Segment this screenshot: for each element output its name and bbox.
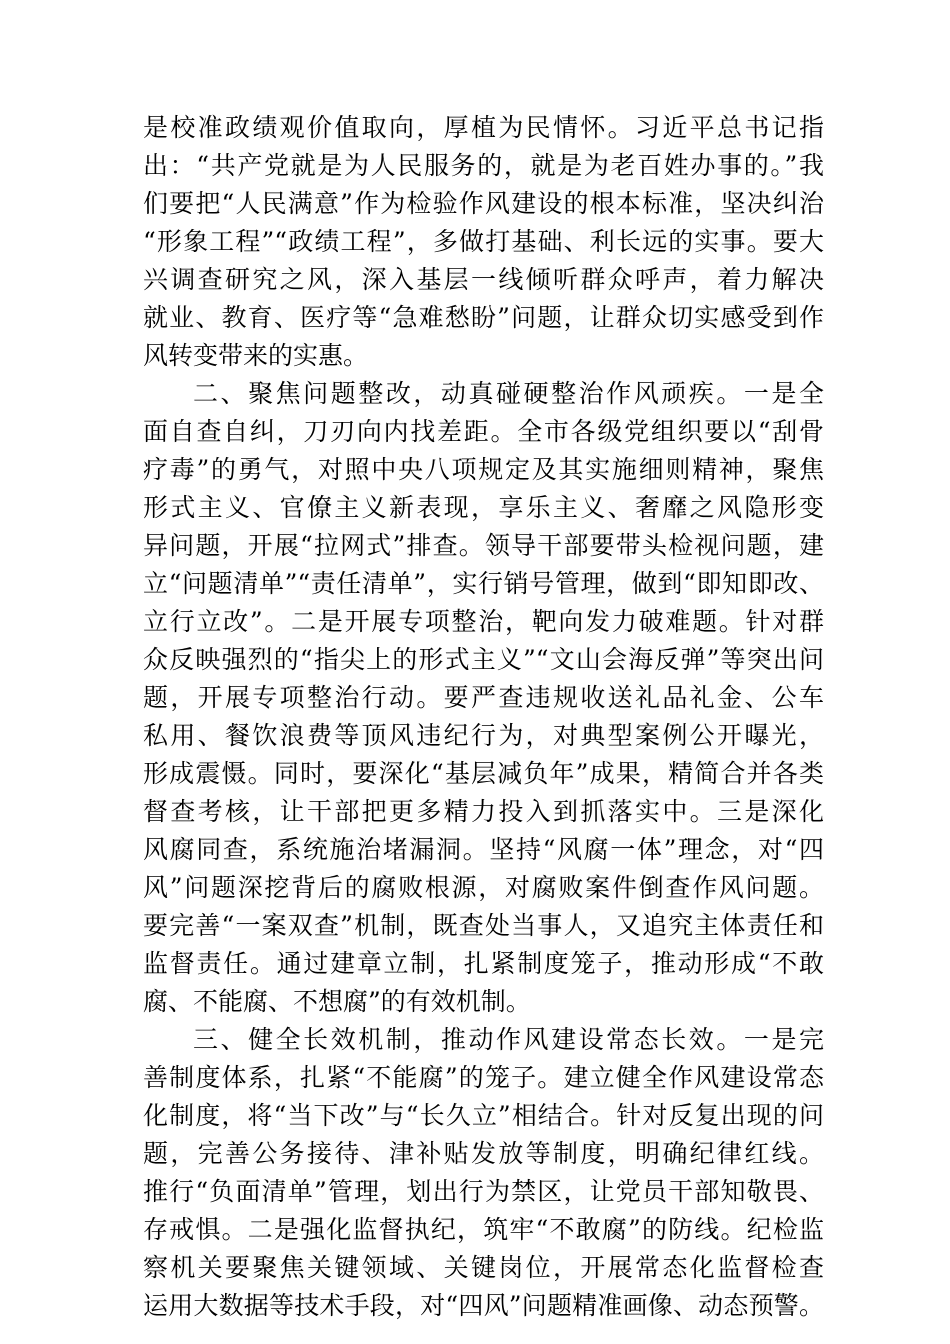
text-line: 化制度，将“当下改”与“长久立”相结合。针对反复出现的问 <box>143 1101 824 1130</box>
text-line: 运用大数据等技术手段，对“四风”问题精准画像、动态预警。 <box>143 1291 824 1320</box>
section-heading-line: 二、聚焦问题整改，动真碰硬整治作风顽疾。一是全 <box>193 379 824 408</box>
text-line: 形成震慑。同时，要深化“基层减负年”成果，精简合并各类 <box>143 759 824 788</box>
text-line: “形象工程”“政绩工程”，多做打基础、利长远的实事。要大 <box>143 227 824 256</box>
text-line: 出：“共产党就是为人民服务的，就是为老百姓办事的。”我 <box>143 151 824 180</box>
text-line: 就业、教育、医疗等“急难愁盼”问题，让群众切实感受到作 <box>143 303 824 332</box>
text-line: 善制度体系，扎紧“不能腐”的笼子。建立健全作风建设常态 <box>143 1063 824 1092</box>
text-line: 形式主义、官僚主义新表现，享乐主义、奢靡之风隐形变 <box>143 493 824 522</box>
text-line: 风”问题深挖背后的腐败根源，对腐败案件倒查作风问题。 <box>143 873 824 902</box>
text-line: 监督责任。通过建章立制，扎紧制度笼子，推动形成“不敢 <box>143 949 824 978</box>
text-line: 兴调查研究之风，深入基层一线倾听群众呼声，着力解决 <box>143 265 824 294</box>
text-line: 推行“负面清单”管理，划出行为禁区，让党员干部知敬畏、 <box>143 1177 824 1206</box>
text-line: 面自查自纠，刀刃向内找差距。全市各级党组织要以“刮骨 <box>143 417 824 446</box>
text-line: 题，完善公务接待、津补贴发放等制度，明确纪律红线。 <box>143 1139 824 1168</box>
section-heading-line: 三、健全长效机制，推动作风建设常态长效。一是完 <box>193 1025 824 1054</box>
text-line: 异问题，开展“拉网式”排查。领导干部要带头检视问题，建 <box>143 531 824 560</box>
text-line: 督查考核，让干部把更多精力投入到抓落实中。三是深化 <box>143 797 824 826</box>
text-line: 立行立改”。二是开展专项整治，靶向发力破难题。针对群 <box>143 607 824 636</box>
text-line: 存戒惧。二是强化监督执纪，筑牢“不敢腐”的防线。纪检监 <box>143 1215 824 1244</box>
text-line: 们要把“人民满意”作为检验作风建设的根本标准，坚决纠治 <box>143 189 824 218</box>
text-line: 众反映强烈的“指尖上的形式主义”“文山会海反弹”等突出问 <box>143 645 824 674</box>
text-line: 立“问题清单”“责任清单”，实行销号管理，做到“即知即改、 <box>143 569 824 598</box>
text-line: 题，开展专项整治行动。要严查违规收送礼品礼金、公车 <box>143 683 824 712</box>
text-line: 风转变带来的实惠。 <box>143 341 369 370</box>
text-line: 疗毒”的勇气，对照中央八项规定及其实施细则精神，聚焦 <box>143 455 824 484</box>
text-line: 腐、不能腐、不想腐”的有效机制。 <box>143 987 531 1016</box>
text-line: 是校准政绩观价值取向，厚植为民情怀。习近平总书记指 <box>143 113 824 142</box>
text-line: 私用、餐饮浪费等顶风违纪行为，对典型案例公开曝光， <box>143 721 824 750</box>
text-line: 要完善“一案双查”机制，既查处当事人，又追究主体责任和 <box>143 911 824 940</box>
text-line: 察机关要聚焦关键领域、关键岗位，开展常态化监督检查 <box>143 1253 824 1282</box>
text-line: 风腐同查，系统施治堵漏洞。坚持“风腐一体”理念，对“四 <box>143 835 824 864</box>
